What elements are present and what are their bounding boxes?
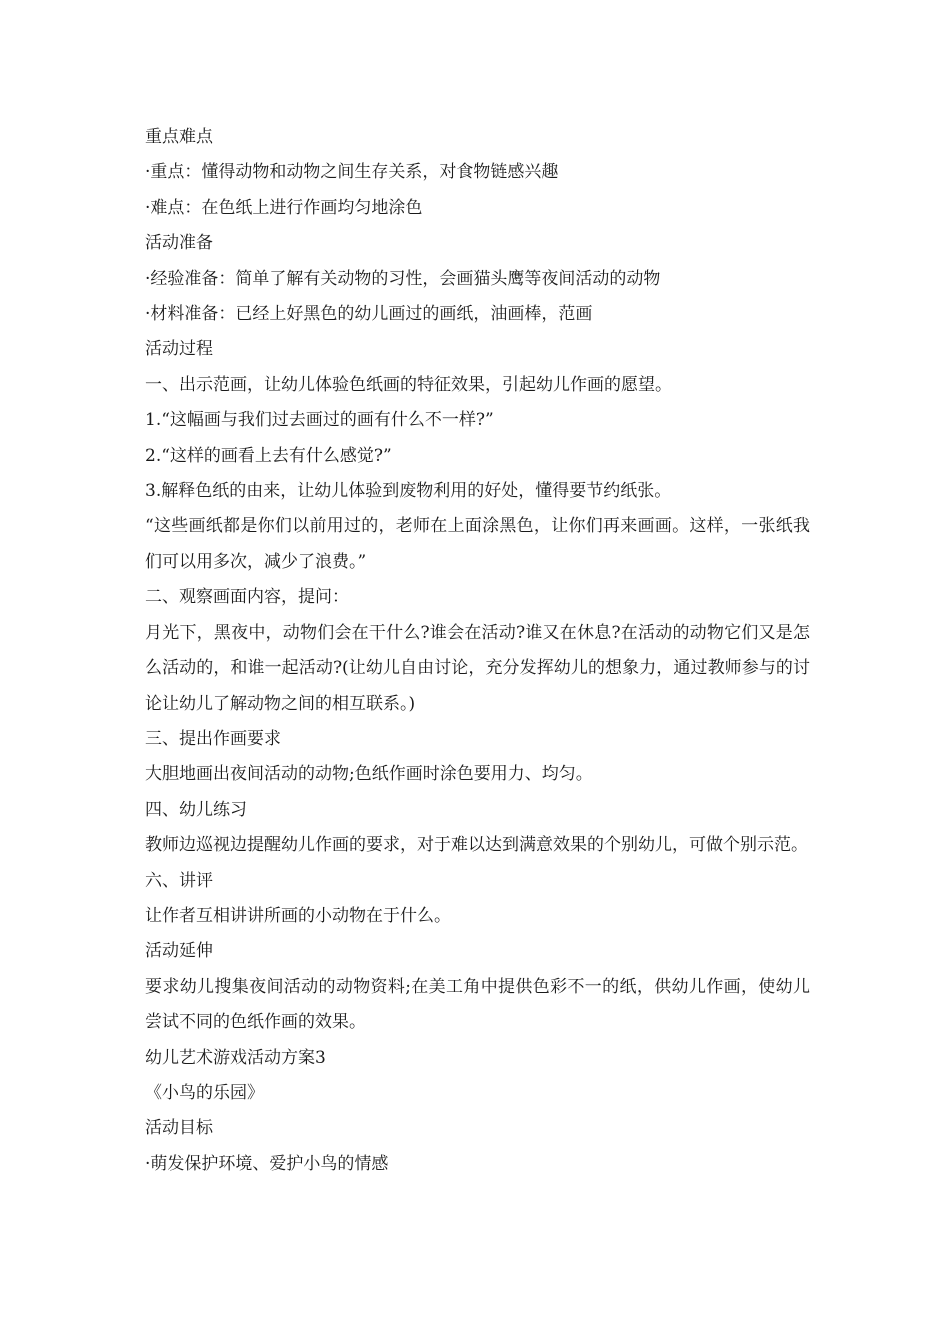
section-heading-extension: 活动延伸 bbox=[145, 941, 213, 962]
review-paragraph: 让作者互相讲讲所画的小动物在于什么。 bbox=[145, 905, 451, 926]
list-item-goal: ·萌发保护环境、爱护小鸟的情感 bbox=[145, 1153, 389, 1174]
step-heading-requirements: 三、提出作画要求 bbox=[145, 728, 281, 749]
explanation-item-3: 3.解释色纸的由来，让幼儿体验到废物利用的好处，懂得要节约纸张。 bbox=[145, 481, 672, 502]
step-heading-observe: 二、观察画面内容，提问： bbox=[145, 587, 349, 608]
step-heading-review: 六、讲评 bbox=[145, 870, 213, 891]
section-heading-goals: 活动目标 bbox=[145, 1118, 213, 1139]
list-item-difficulty: ·难点：在色纸上进行作画均匀地涂色 bbox=[145, 197, 423, 218]
document-body bbox=[145, 120, 810, 1182]
extension-paragraph: 要求幼儿搜集夜间活动的动物资料;在美工角中提供色彩不一的纸，供幼儿作画，使幼儿尝试不同的色纸作画的效果。 bbox=[145, 976, 810, 1033]
practice-paragraph: 教师边巡视边提醒幼儿作画的要求，对于难以达到满意效果的个别幼儿，可做个别示范。 bbox=[145, 835, 808, 856]
list-item-experience-prep: ·经验准备：简单了解有关动物的习性，会画猫头鹰等夜间活动的动物 bbox=[145, 268, 661, 289]
list-item-key-point: ·重点：懂得动物和动物之间生存关系，对食物链感兴趣 bbox=[145, 162, 559, 183]
section-heading-preparation: 活动准备 bbox=[145, 233, 213, 254]
question-item-2: 2.“这样的画看上去有什么感觉?” bbox=[145, 445, 392, 466]
step-heading-practice: 四、幼儿练习 bbox=[145, 799, 247, 820]
plan-subtitle: 《小鸟的乐园》 bbox=[145, 1082, 264, 1103]
requirements-paragraph: 大胆地画出夜间活动的动物;色纸作画时涂色要用力、均匀。 bbox=[145, 764, 593, 785]
section-heading-process: 活动过程 bbox=[145, 339, 213, 360]
plan-title: 幼儿艺术游戏活动方案3 bbox=[145, 1047, 326, 1068]
observation-questions-paragraph: 月光下，黑夜中，动物们会在干什么?谁会在活动?谁又在休息?在活动的动物它们又是怎么活动的，和谁一起活动?(让幼儿自由讨论，充分发挥幼儿的想象力，通过教师参与的讨论让幼儿了解动物之间的相互联系。) bbox=[145, 622, 810, 714]
question-item-1: 1.“这幅画与我们过去画过的画有什么不一样?” bbox=[145, 410, 494, 431]
list-item-material-prep: ·材料准备：已经上好黑色的幼儿画过的画纸，油画棒，范画 bbox=[145, 304, 593, 325]
step-heading-show-sample: 一、出示范画，让幼儿体验色纸画的特征效果，引起幼儿作画的愿望。 bbox=[145, 374, 672, 395]
section-heading-key-points: 重点难点 bbox=[145, 127, 213, 147]
teacher-quote-paragraph: “这些画纸都是你们以前用过的，老师在上面涂黑色，让你们再来画画。这样，一张纸我们可以用多次，减少了浪费。” bbox=[145, 516, 810, 572]
